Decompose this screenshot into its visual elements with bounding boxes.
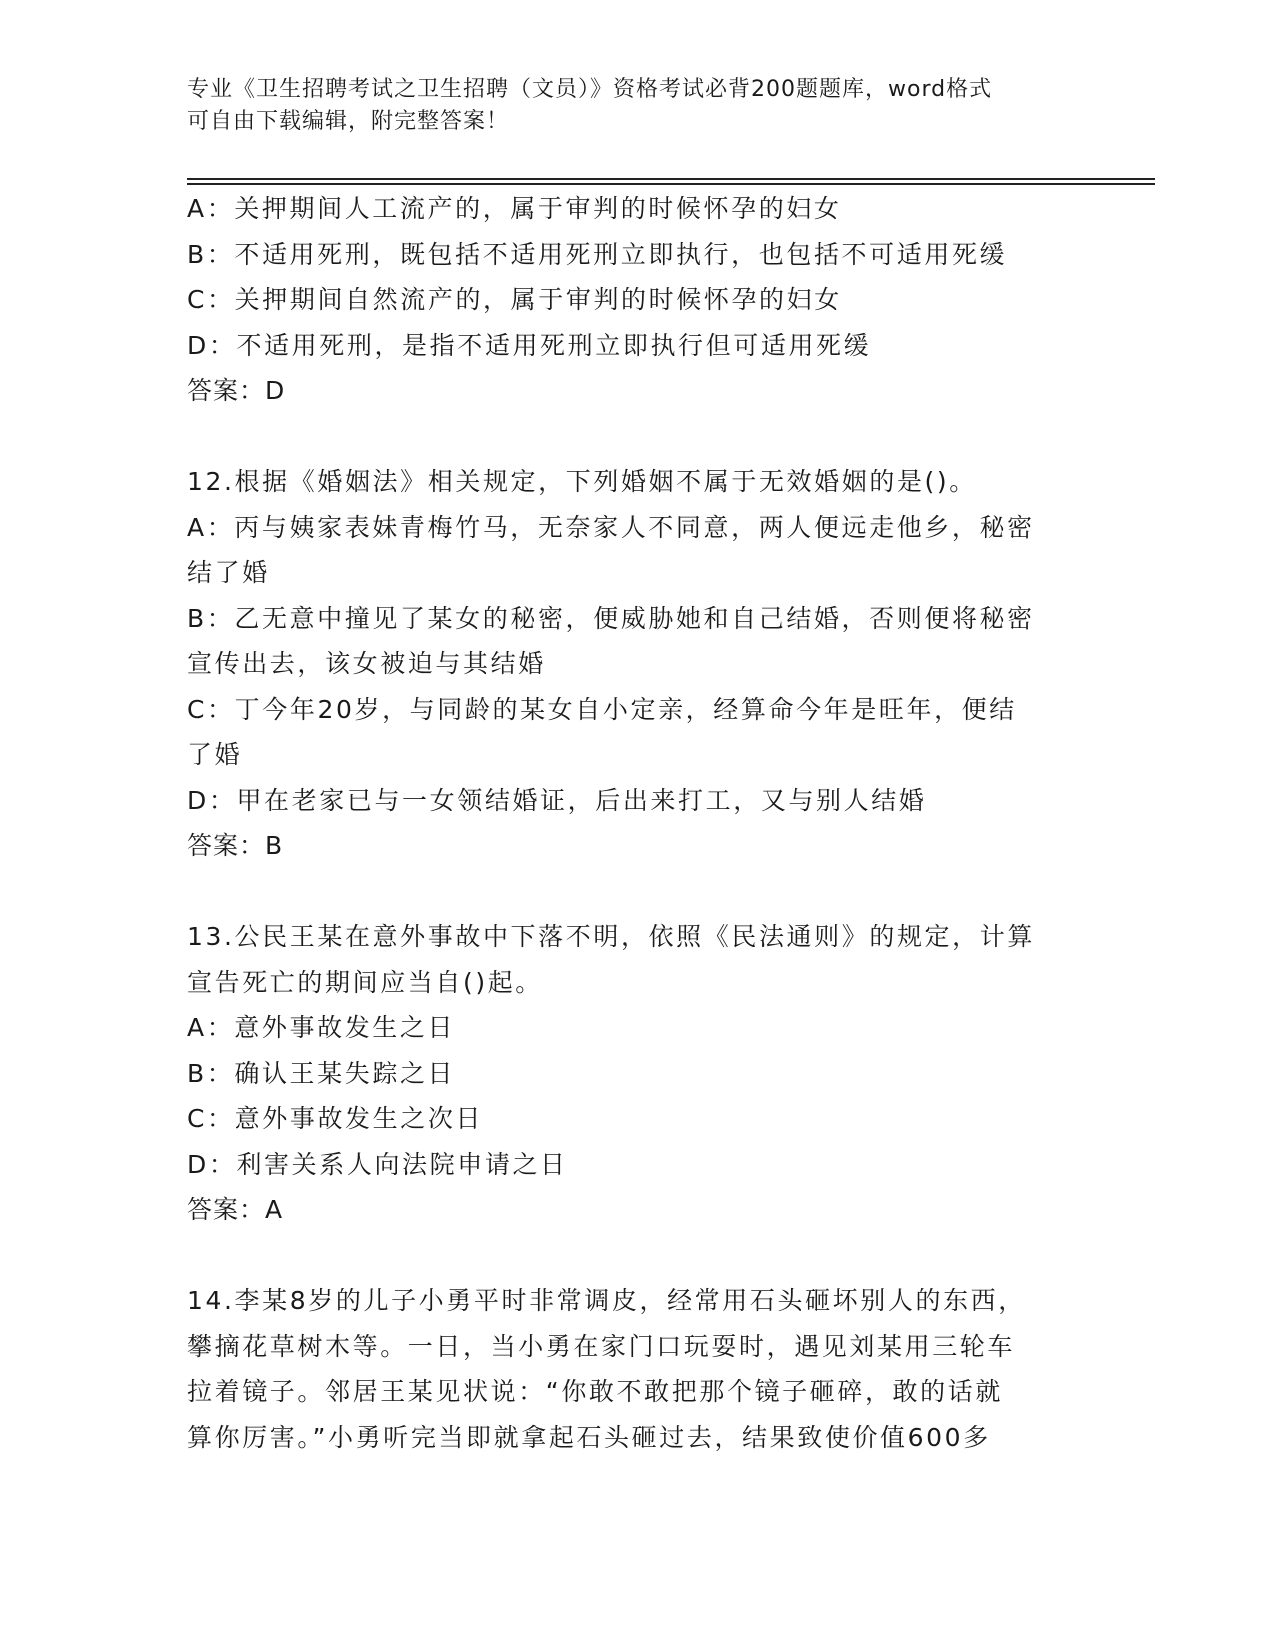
option-a-continued: 结了婚 [187,558,270,587]
option-a: A：关押期间人工流产的，属于审判的时候怀孕的妇女 [187,194,842,223]
option-b: B：乙无意中撞见了某女的秘密，便威胁她和自己结婚，否则便将秘密 [187,603,1035,633]
question-stem: 14.李某8岁的儿子小勇平时非常调皮，经常用石头砸坏别人的东西， [187,1286,1026,1315]
question-11 [187,186,1067,414]
header-line-2: 可自由下载编辑，附完整答案！ [187,109,510,134]
question-stem-continued: 拉着镜子。邻居王某见状说：“你敢不敢把那个镜子砸碎，敢的话就 [187,1377,1003,1406]
question-stem-continued: 算你厉害。”小勇听完当即就拿起石头砸过去，结果致使价值600多 [187,1422,991,1452]
spacer [187,869,1067,915]
header-divider-bottom [187,183,1155,185]
option-b: B：不适用死刑，既包括不适用死刑立即执行，也包括不可适用死缓 [187,239,1008,269]
question-stem: 12.根据《婚姻法》相关规定，下列婚姻不属于无效婚姻的是()。 [187,467,977,496]
option-c: C：意外事故发生之次日 [187,1104,484,1133]
question-12 [187,459,1067,869]
option-c: C：关押期间自然流产的，属于审判的时候怀孕的妇女 [187,285,842,314]
option-d: D：不适用死刑，是指不适用死刑立即执行但可适用死缓 [187,330,872,360]
option-a: A：意外事故发生之日 [187,1013,456,1042]
document-body [187,186,1067,1460]
spacer [187,414,1067,460]
option-c-continued: 了婚 [187,740,243,769]
document-header [187,74,1067,138]
answer: 答案：A [187,1195,284,1224]
option-a: A：丙与姨家表妹青梅竹马，无奈家人不同意，两人便远走他乡，秘密 [187,512,1035,542]
question-13 [187,914,1067,1233]
question-stem-continued: 宣告死亡的期间应当自()起。 [187,967,543,997]
spacer [187,1233,1067,1279]
option-b: B：确认王某失踪之日 [187,1058,456,1088]
header-line-1: 专业《卫生招聘考试之卫生招聘（文员）》资格考试必背200题题库，word格式 [187,77,993,102]
option-d: D：甲在老家已与一女领结婚证，后出来打工，又与别人结婚 [187,785,927,815]
question-stem-continued: 攀摘花草树木等。一日，当小勇在家门口玩耍时，遇见刘某用三轮车 [187,1331,1016,1361]
answer: 答案：D [187,376,286,405]
answer: 答案：B [187,831,284,860]
option-b-continued: 宣传出去，该女被迫与其结婚 [187,649,546,678]
option-c: C：丁今年20岁，与同龄的某女自小定亲，经算命今年是旺年，便结 [187,694,1017,724]
option-d: D：利害关系人向法院申请之日 [187,1149,568,1179]
question-stem: 13.公民王某在意外事故中下落不明，依照《民法通则》的规定，计算 [187,922,1035,951]
question-14 [187,1278,1067,1460]
header-divider-top [187,178,1155,180]
